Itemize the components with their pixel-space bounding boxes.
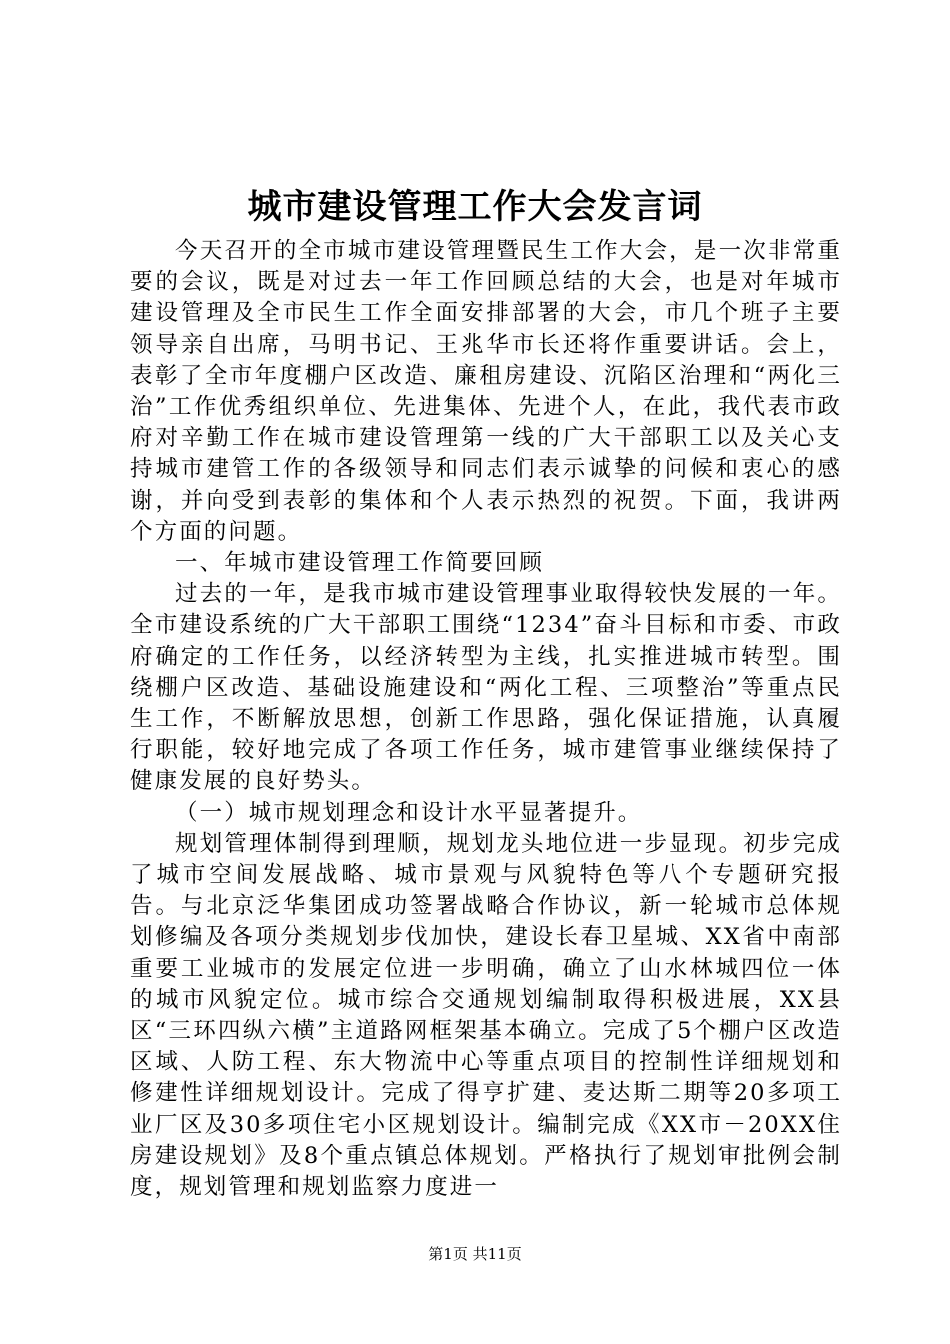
document-title: 城市建设管理工作大会发言词 — [247, 187, 703, 227]
section-heading-review: 一、年城市建设管理工作简要回顾 — [175, 550, 545, 577]
page-footer: 第1页 共11页 — [428, 1245, 522, 1263]
paragraph-review: 过去的一年，是我市城市建设管理事业取得较快发展的一年。全市建设系统的广大干部职工围绕“1234”奋斗目标和市委、市政府确定的工作任务，以经济转型为主线，扎实推进城市转型。围绕棚户区改造、基础设施建设和“两化工程、三项整治”等重点民生工作，不断解放思想，创新工作思路，强化保证措施，认真履行职能，较好地完成了各项工作任务，城市建管事业继续保持了健康发展的良好势头。 — [130, 581, 842, 795]
subsection-heading-planning: （一）城市规划理念和设计水平显著提升。 — [175, 799, 643, 826]
paragraph-opening: 今天召开的全市城市建设管理暨民生工作大会，是一次非常重要的会议，既是对过去一年工作回顾总结的大会，也是对年城市建设管理及全市民生工作全面安排部署的大会，市几个班子主要领导亲自出席，马明书记、王兆华市长还将作重要讲话。会上，表彰了全市年度棚户区改造、廉租房建设、沉陷区治理和“两化三治”工作优秀组织单位、先进集体、先进个人，在此，我代表市政府对辛勤工作在城市建设管理第一线的广大干部职工以及关心支持城市建管工作的各级领导和同志们表示诚挚的问候和衷心的感谢，并向受到表彰的集体和个人表示热烈的祝贺。下面，我讲两个方面的问题。 — [130, 238, 842, 545]
paragraph-planning: 规划管理体制得到理顺，规划龙头地位进一步显现。初步完成了城市空间发展战略、城市景观与风貌特色等八个专题研究报告。与北京泛华集团成功签署战略合作协议，新一轮城市总体规划修编及各项分类规划步伐加快，建设长春卫星城、XX省中南部重要工业城市的发展定位进一步明确，确立了山水林城四位一体的城市风貌定位。城市综合交通规划编制取得积极进展，XX县区“三环四纵六横”主道路网框架基本确立。完成了5个棚户区改造区域、人防工程、东大物流中心等重点项目的控制性详细规划和修建性详细规划设计。完成了得亨扩建、麦达斯二期等20多项工业厂区及30多项住宅小区规划设计。编制完成《XX市－20XX住房建设规划》及8个重点镇总体规划。严格执行了规划审批例会制度，规划管理和规划监察力度进一 — [130, 830, 842, 1201]
document-body — [130, 236, 842, 1203]
